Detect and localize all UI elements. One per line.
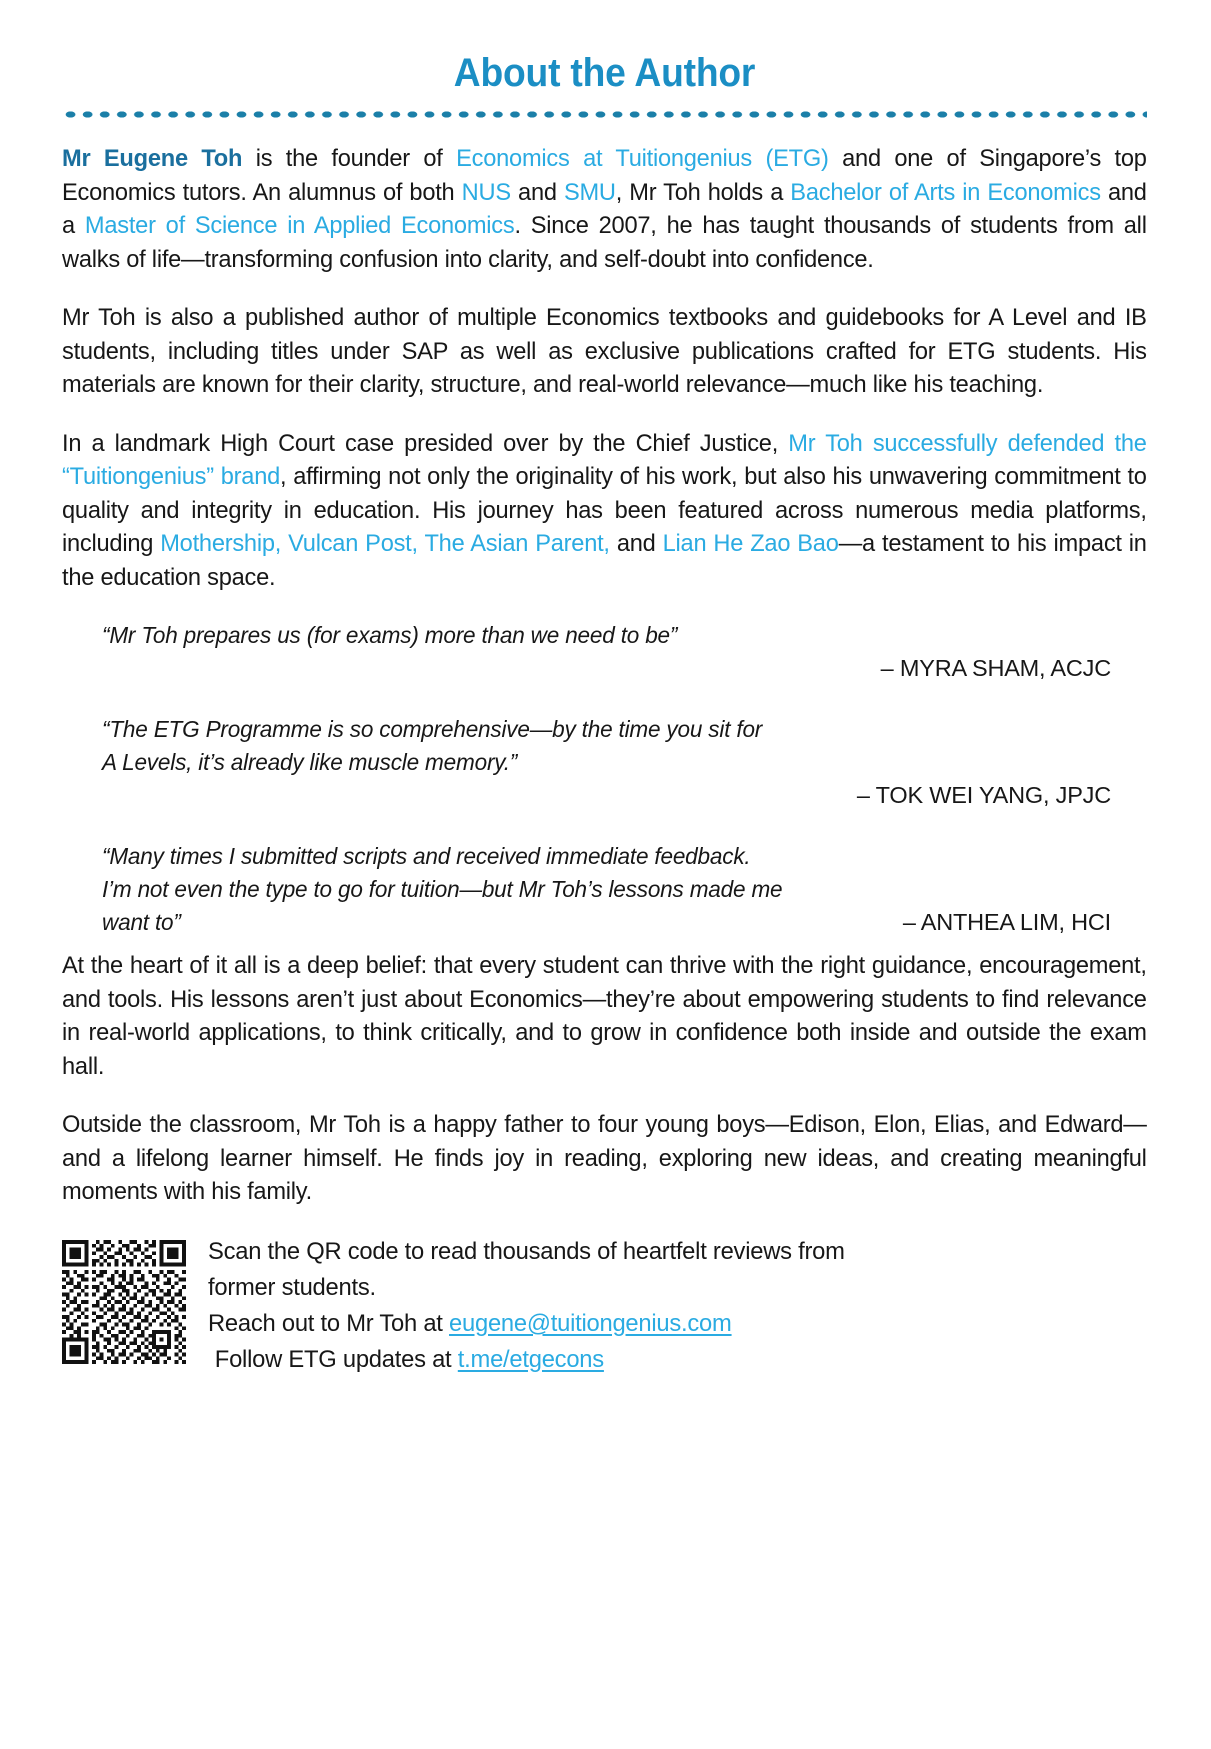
link-bachelor-degree[interactable]: Bachelor of Arts in Economics (790, 178, 1101, 206)
paragraph-family: Outside the classroom, Mr Toh is a happy father to four young boys—Edison, Elon, Elias, and Edward—and a lifelong learner himself. He finds joy in reading, exploring new ideas, and creating meaningful moments with his family. (62, 1111, 1147, 1206)
paragraph-publications: Mr Toh is also a published author of multiple Economics textbooks and guidebooks for A Level and IB students, including titles under SAP as well as exclusive publications crafted for ETG students. His materials are known for their clarity, structure, and real-world relevance—much like his teaching. (62, 304, 1147, 399)
qr-code-icon[interactable] (62, 1240, 186, 1364)
testimonial-last-line-row (102, 906, 1147, 939)
link-nus[interactable]: NUS (461, 178, 511, 206)
text-run: Follow ETG updates at (214, 1345, 458, 1373)
text-run: , Mr Toh holds a (615, 178, 791, 206)
testimonial-quote-line: I’m not even the type to go for tuition—but Mr Toh’s lessons made me (102, 876, 783, 903)
link-master-degree[interactable]: Master of Science in Applied Economics (84, 212, 515, 240)
text-run: and (510, 178, 564, 206)
link-brand-defence[interactable]: Mr Toh successfully defended the “Tuitiongenius” brand (62, 429, 1147, 491)
testimonial-quote: “Mr Toh prepares us (for exams) more than we need to be” (102, 622, 678, 649)
link-smu[interactable]: SMU (563, 178, 616, 206)
link-lian-he-zao-bao[interactable]: Lian He Zao Bao (662, 530, 839, 558)
footer-line-telegram (208, 1342, 1119, 1378)
dotted-divider (62, 109, 1147, 120)
text-run: . Since 2007, he has taught thousands of students from all walks of life—transforming confusion into clarity, and self-doubt into confidence. (62, 212, 1147, 273)
paragraph-intro (62, 142, 1147, 276)
text-run: —a testament to his impact in the education space. (62, 530, 1147, 591)
link-etg[interactable]: Economics at Tuitiongenius (ETG) (456, 145, 829, 173)
link-media-outlets[interactable]: Mothership, Vulcan Post, The Asian Parent, (160, 530, 610, 558)
footer-text-block (208, 1234, 1119, 1378)
testimonials-list (62, 619, 1147, 939)
footer-line-scan: Scan the QR code to read thousands of heartfelt reviews from (208, 1237, 845, 1265)
email-link[interactable]: eugene@tuitiongenius.com (449, 1309, 732, 1337)
testimonial-quote-line: want to” (102, 909, 181, 936)
text-run: is the founder of (242, 145, 457, 173)
text-run: and (609, 530, 663, 558)
author-name: Mr Eugene Toh (62, 145, 243, 173)
text-run: , affirming not only the originality of his work, but also his unwavering commitment to quality and integrity in education. His journey has been featured across numerous media platforms, including (62, 463, 1147, 558)
testimonial-quote-line: A Levels, it’s already like muscle memory.” (102, 749, 518, 776)
testimonial-item (62, 619, 1147, 685)
footer-line-former-students: former students. (208, 1273, 376, 1301)
telegram-link[interactable]: t.me/etgecons (457, 1345, 604, 1373)
text-run: and one of Singapore’s top Economics tutors. An alumnus of both (62, 145, 1147, 206)
testimonial-item (62, 840, 1147, 939)
footer-contact-block (62, 1234, 1147, 1378)
page-title: About the Author (453, 51, 756, 95)
testimonial-attribution: – MYRA SHAM, ACJC (880, 655, 1111, 682)
testimonial-item (62, 713, 1147, 812)
testimonial-attribution: – TOK WEI YANG, JPJC (856, 782, 1111, 809)
testimonial-quote-line: “The ETG Programme is so comprehensive—by the time you sit for (102, 716, 763, 743)
paragraph-philosophy: At the heart of it all is a deep belief: that every student can thrive with the right guidance, encouragement, and tools. His lessons aren’t just about Economics—they’re about empowering students to find relevance in real-world applications, to think critically, and to grow in confidence both inside and outside the exam hall. (62, 952, 1147, 1080)
footer-line-email (208, 1306, 1119, 1342)
testimonial-quote-line: “Many times I submitted scripts and received immediate feedback. (102, 843, 751, 870)
text-run: In a landmark High Court case presided over by the Chief Justice, (62, 429, 789, 457)
article-body (62, 142, 1147, 1378)
paragraph-court-case (62, 427, 1147, 595)
text-run: Reach out to Mr Toh at (208, 1309, 450, 1337)
text-run: and a (62, 178, 1147, 240)
testimonial-attribution: – ANTHEA LIM, HCI (902, 909, 1111, 936)
